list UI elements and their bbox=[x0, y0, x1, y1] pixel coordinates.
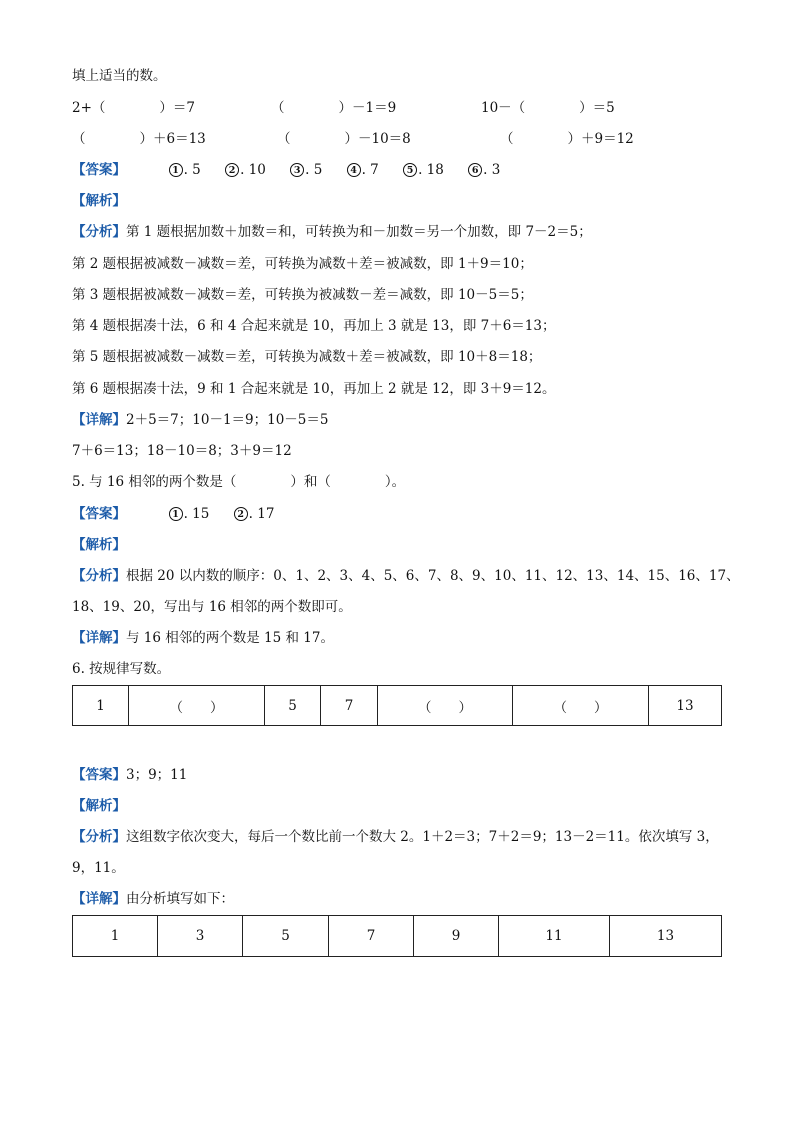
q5-answer-2: 2 . 17 bbox=[234, 506, 275, 522]
table-cell: 5 bbox=[265, 686, 321, 726]
q4-blank-2: （ ）－1＝9 bbox=[271, 100, 397, 116]
table-cell: 11 bbox=[499, 916, 610, 957]
q6-fenxi-line-2: 9，11。 bbox=[72, 860, 125, 876]
q6-answer-table bbox=[72, 915, 722, 957]
fenxi-tag: 【分析】 bbox=[72, 829, 126, 845]
circled-number: 4 bbox=[347, 163, 361, 177]
circled-number: 6 bbox=[468, 163, 482, 177]
q4-answer-6: 6 . 3 bbox=[468, 162, 500, 178]
jiexi-tag: 【解析】 bbox=[72, 798, 126, 814]
q4-answer-4: 4 . 7 bbox=[347, 162, 379, 178]
jiexi-tag: 【解析】 bbox=[72, 193, 126, 209]
q4-fenxi-line-1: 【分析】第 1 题根据加数＋加数＝和，可转换为和－加数＝另一个加数，即 7－2＝5； bbox=[72, 224, 592, 240]
table-cell: 5 bbox=[243, 916, 329, 957]
circled-number: 2 bbox=[225, 163, 239, 177]
answer-tag: 【答案】 bbox=[72, 506, 126, 522]
q4-fenxi-line-6: 第 6 题根据凑十法，9 和 1 合起来就是 10，再加上 2 就是 12，即 3＋9＝12。 bbox=[72, 381, 556, 397]
q6-xiangjie: 【详解】由分析填写如下： bbox=[72, 891, 234, 907]
q4-fenxi-line-3: 第 3 题根据被减数－减数＝差，可转换为被减数－差＝减数，即 10－5＝5； bbox=[72, 287, 533, 303]
xiangjie-tag: 【详解】 bbox=[72, 891, 126, 907]
fenxi-tag: 【分析】 bbox=[72, 224, 126, 240]
q4-answer-row bbox=[72, 162, 520, 178]
q4-answer-5: 5 . 18 bbox=[403, 162, 444, 178]
table-cell-blank: （ ） bbox=[378, 686, 513, 726]
q5-xiangjie: 【详解】与 16 相邻的两个数是 15 和 17。 bbox=[72, 630, 334, 646]
q4-intro: 填上适当的数。 bbox=[72, 68, 167, 84]
q4-blank-5: （ ）－10＝8 bbox=[277, 131, 411, 147]
q4-blank-6: （ ）＋9＝12 bbox=[500, 131, 634, 147]
q4-fenxi-line-5: 第 5 题根据被减数－减数＝差，可转换为减数＋差＝被减数，即 10＋8＝18； bbox=[72, 349, 542, 365]
table-cell: 7 bbox=[329, 916, 414, 957]
q4-blank-3: 10－（ ）＝5 bbox=[481, 100, 615, 116]
table-cell: 1 bbox=[73, 916, 158, 957]
table-cell-blank: （ ） bbox=[513, 686, 649, 726]
circled-number: 5 bbox=[403, 163, 417, 177]
table-cell: 13 bbox=[649, 686, 722, 726]
q6-question: 6. 按规律写数。 bbox=[72, 661, 171, 677]
circled-number: 2 bbox=[234, 507, 248, 521]
q4-blank-4: （ ）＋6＝13 bbox=[72, 131, 206, 147]
circled-number: 1 bbox=[169, 163, 183, 177]
q4-answer-3: 3 . 5 bbox=[290, 162, 322, 178]
answer-tag: 【答案】 bbox=[72, 162, 126, 178]
circled-number: 1 bbox=[169, 507, 183, 521]
table-cell: 7 bbox=[321, 686, 378, 726]
q4-blank-1: 2+（ ）＝7 bbox=[72, 100, 195, 116]
q6-answer-row: 【答案】3；9；11 bbox=[72, 767, 188, 783]
q6-sequence-table bbox=[72, 685, 722, 726]
table-cell: 3 bbox=[158, 916, 243, 957]
q4-xiangjie-line-1: 【详解】2＋5＝7；10－1＝9；10－5＝5 bbox=[72, 412, 329, 428]
q6-fenxi-line-1: 【分析】这组数字依次变大，每后一个数比前一个数大 2。1＋2＝3；7＋2＝9；13－2＝11。依次填写 3， bbox=[72, 829, 719, 845]
table-cell-blank: （ ） bbox=[129, 686, 265, 726]
circled-number: 3 bbox=[290, 163, 304, 177]
q4-xiangjie-line-2: 7＋6＝13；18－10＝8；3＋9＝12 bbox=[72, 443, 292, 459]
fenxi-tag: 【分析】 bbox=[72, 568, 126, 584]
table-cell: 9 bbox=[414, 916, 499, 957]
q5-answer-1: 1 . 15 bbox=[169, 506, 210, 522]
xiangjie-tag: 【详解】 bbox=[72, 630, 126, 646]
jiexi-tag: 【解析】 bbox=[72, 537, 126, 553]
table-row bbox=[73, 686, 722, 726]
xiangjie-tag: 【详解】 bbox=[72, 412, 126, 428]
q4-fenxi-line-4: 第 4 题根据凑十法，6 和 4 合起来就是 10，再加上 3 就是 13，即 7＋6＝13； bbox=[72, 318, 556, 334]
table-row bbox=[73, 916, 722, 957]
q5-answer-row bbox=[72, 506, 294, 522]
table-cell: 1 bbox=[73, 686, 129, 726]
q4-answer-2: 2 . 10 bbox=[225, 162, 266, 178]
q5-fenxi-line-1: 【分析】根据 20 以内数的顺序：0、1、2、3、4、5、6、7、8、9、10、11、12、13、14、15、16、17、 bbox=[72, 568, 740, 584]
q5-fenxi-line-2: 18、19、20，写出与 16 相邻的两个数即可。 bbox=[72, 599, 352, 615]
q4-fenxi-line-2: 第 2 题根据被减数－减数＝差，可转换为减数＋差＝被减数，即 1＋9＝10； bbox=[72, 256, 533, 272]
q5-question: 5. 与 16 相邻的两个数是（ ）和（ ）。 bbox=[72, 474, 406, 490]
answer-tag: 【答案】 bbox=[72, 767, 126, 783]
table-cell: 13 bbox=[610, 916, 722, 957]
q4-answer-1: 1 . 5 bbox=[169, 162, 201, 178]
